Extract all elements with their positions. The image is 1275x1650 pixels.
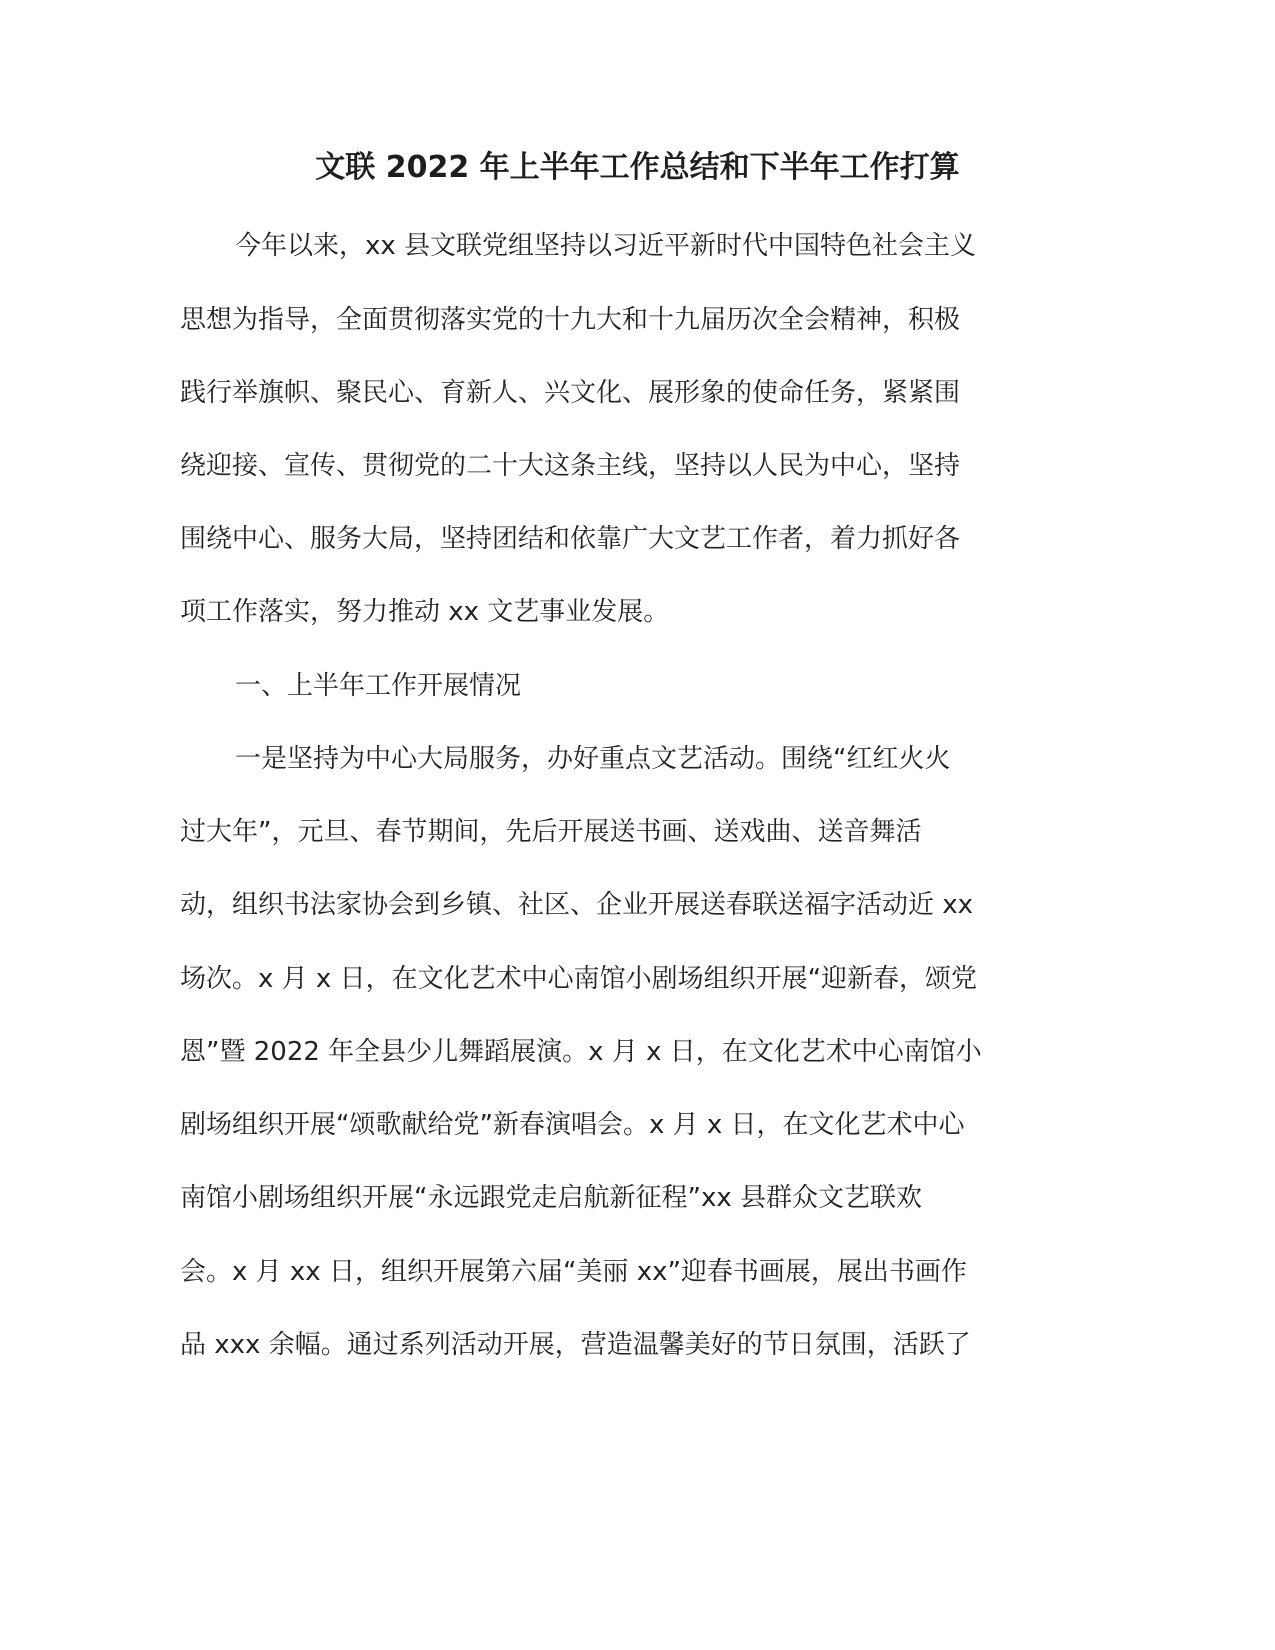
paragraph-line: 过大年”，元旦、春节期间，先后开展送书画、送戏曲、送音舞活 <box>180 817 922 847</box>
paragraph-line: 恩”暨 2022 年全县少儿舞蹈展演。x 月 x 日，在文化艺术中心南馆小 <box>180 1037 982 1067</box>
paragraph-line: 践行举旗帜、聚民心、育新人、兴文化、展形象的使命任务，紧紧围 <box>180 378 961 408</box>
paragraph-line: 今年以来，xx 县文联党组坚持以习近平新时代中国特色社会主义 <box>235 231 977 261</box>
section-heading: 一、上半年工作开展情况 <box>235 671 522 701</box>
paragraph-line: 思想为指导，全面贯彻落实党的十九大和十九届历次全会精神，积极 <box>180 305 961 335</box>
paragraph-line: 围绕中心、服务大局，坚持团结和依靠广大文艺工作者，着力抓好各 <box>180 524 961 554</box>
paragraph-line: 绕迎接、宣传、贯彻党的二十大这条主线，坚持以人民为中心，坚持 <box>180 451 961 481</box>
paragraph-line: 剧场组织开展“颂歌献给党”新春演唱会。x 月 x 日，在文化艺术中心 <box>180 1110 965 1140</box>
paragraph-line: 项工作落实，努力推动 xx 文艺事业发展。 <box>180 597 670 627</box>
document-title: 文联 2022 年上半年工作总结和下半年工作打算 <box>315 150 960 185</box>
paragraph-line: 会。x 月 xx 日，组织开展第六届“美丽 xx”迎春书画展，展出书画作 <box>180 1257 967 1287</box>
paragraph-line: 动，组织书法家协会到乡镇、社区、企业开展送春联送福字活动近 xx <box>180 890 974 920</box>
paragraph-line: 场次。x 月 x 日，在文化艺术中心南馆小剧场组织开展“迎新春，颂党 <box>180 964 978 994</box>
paragraph-line: 南馆小剧场组织开展“永远跟党走启航新征程”xx 县群众文艺联欢 <box>180 1183 922 1213</box>
paragraph-line: 一是坚持为中心大局服务，办好重点文艺活动。围绕“红红火火 <box>235 744 951 774</box>
paragraph-line: 品 xxx 余幅。通过系列活动开展，营造温馨美好的节日氛围，活跃了 <box>180 1330 971 1360</box>
